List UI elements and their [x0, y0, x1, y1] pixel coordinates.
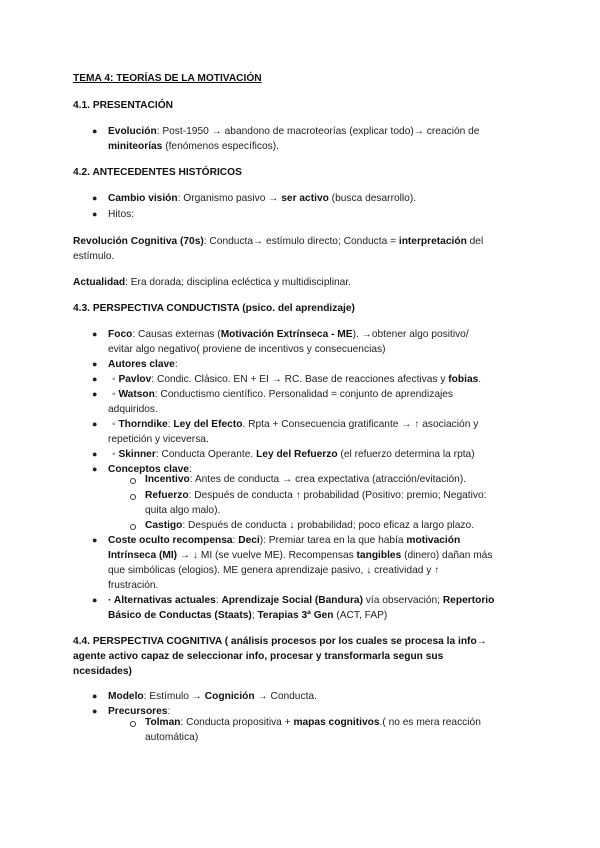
- cambio-vision-line: Cambio visión: Organismo pasivo → ser activo (busca desarrollo).: [108, 193, 417, 204]
- bullet-icon: ●: [92, 126, 98, 136]
- alternativas-line: · Alternativas actuales: Aprendizaje Social (Bandura) vía observación; Repertorio: [108, 595, 495, 606]
- actualidad-line: Actualidad: Era dorada; disciplina ecléctica y multidisciplinar.: [73, 277, 352, 288]
- skinner-line: ◦ Skinner: Conducta Operante. Ley del Refuerzo (el refuerzo determina la rpta): [112, 449, 475, 460]
- pavlov-line: ◦ Pavlov: Condic. Clásico. EN + EI → RC. Base de reacciones afectivas y fobias.: [112, 374, 482, 385]
- revolucion-line-2: estímulo.: [73, 251, 115, 262]
- section-heading-4-1: 4.1. PRESENTACIÓN: [73, 100, 174, 111]
- section-heading-4-2: 4.2. ANTECEDENTES HISTÓRICOS: [73, 167, 242, 178]
- evolucion-line-2: miniteorías (fenómenos específicos).: [108, 141, 280, 152]
- bullet-icon: ●: [92, 449, 98, 459]
- bullet-icon: ●: [92, 706, 98, 716]
- conceptos-line: Conceptos clave:: [108, 464, 192, 475]
- autores-line: Autores clave:: [108, 359, 178, 370]
- bullet-icon: ●: [92, 329, 98, 339]
- coste-line-2: Intrínseca (MI) → ↓ MI (se vuelve ME). Recompensas tangibles (dinero) dañan más: [108, 550, 493, 561]
- foco-line: Foco: Causas externas (Motivación Extrínseca - ME). →obtener algo positivo/: [108, 329, 469, 340]
- modelo-line: Modelo: Estímulo → Cognición → Conducta.: [108, 691, 317, 702]
- coste-line-3: que simbólicas (elogios). ME genera aprendizaje pasivo, ↓ creatividad y ↑: [108, 565, 440, 576]
- circle-bullet-icon: [130, 478, 136, 484]
- section-heading-4-4-line-3: ncesidades): [73, 666, 132, 677]
- bullet-icon: ●: [92, 464, 98, 474]
- revolucion-line: Revolución Cognitiva (70s): Conducta→ estímulo directo; Conducta = interpretación del: [73, 236, 484, 247]
- precursores-line: Precursores:: [108, 706, 171, 717]
- incentivo-line: Incentivo: Antes de conducta → crea expectativa (atracción/evitación).: [145, 474, 467, 485]
- coste-line: Coste oculto recompensa: Deci): Premiar tarea en la que había motivación: [108, 535, 461, 546]
- bullet-icon: ●: [92, 595, 98, 605]
- section-heading-4-4-line-2: agente activo capaz de seleccionar info, procesar y transformarla segun sus: [73, 651, 444, 662]
- thorndike-line-2: repetición y viceversa.: [108, 434, 209, 445]
- bullet-icon: ●: [92, 374, 98, 384]
- circle-bullet-icon: [130, 494, 136, 500]
- refuerzo-line-2: quita algo malo).: [145, 505, 221, 516]
- circle-bullet-icon: [130, 721, 136, 727]
- section-heading-4-4: 4.4. PERSPECTIVA COGNITIVA ( análisis procesos por los cuales se procesa la info→: [73, 636, 487, 647]
- watson-line-2: adquiridos.: [108, 404, 158, 415]
- alternativas-line-2: Básico de Conductas (Staats); Terapias 3ª Gen (ACT, FAP): [108, 610, 388, 621]
- section-heading-4-3: 4.3. PERSPECTIVA CONDUCTISTA (psico. del aprendizaje): [73, 303, 355, 314]
- refuerzo-line: Refuerzo: Después de conducta ↑ probabilidad (Positivo: premio; Negativo:: [145, 490, 487, 501]
- watson-line: ◦ Watson: Conductismo científico. Personalidad = conjunto de aprendizajes: [112, 389, 454, 400]
- bullet-icon: ●: [92, 209, 98, 219]
- tolman-line-2: automática): [145, 732, 199, 743]
- bullet-icon: ●: [92, 419, 98, 429]
- coste-line-4: frustración.: [108, 580, 159, 591]
- bullet-icon: ●: [92, 691, 98, 701]
- thorndike-line: ◦ Thorndike: Ley del Efecto. Rpta + Consecuencia gratificante → ↑ asociación y: [112, 419, 479, 430]
- hitos-line: Hitos:: [108, 209, 135, 220]
- bullet-icon: ●: [92, 389, 98, 399]
- evolucion-line: Evolución: Post-1950 → abandono de macroteorías (explicar todo)→ creación de: [108, 126, 480, 137]
- foco-line-2: evitar algo negativo( proviene de incentivos y consecuencias): [108, 344, 386, 355]
- bullet-icon: ●: [92, 193, 98, 203]
- bullet-icon: ●: [92, 359, 98, 369]
- bullet-icon: ●: [92, 535, 98, 545]
- castigo-line: Castigo: Después de conducta ↓ probabilidad; poco eficaz a largo plazo.: [145, 520, 475, 531]
- document-title: TEMA 4: TEORÍAS DE LA MOTIVACIÓN: [73, 73, 262, 84]
- circle-bullet-icon: [130, 524, 136, 530]
- tolman-line: Tolman: Conducta propositiva + mapas cognitivos.( no es mera reacción: [145, 717, 481, 728]
